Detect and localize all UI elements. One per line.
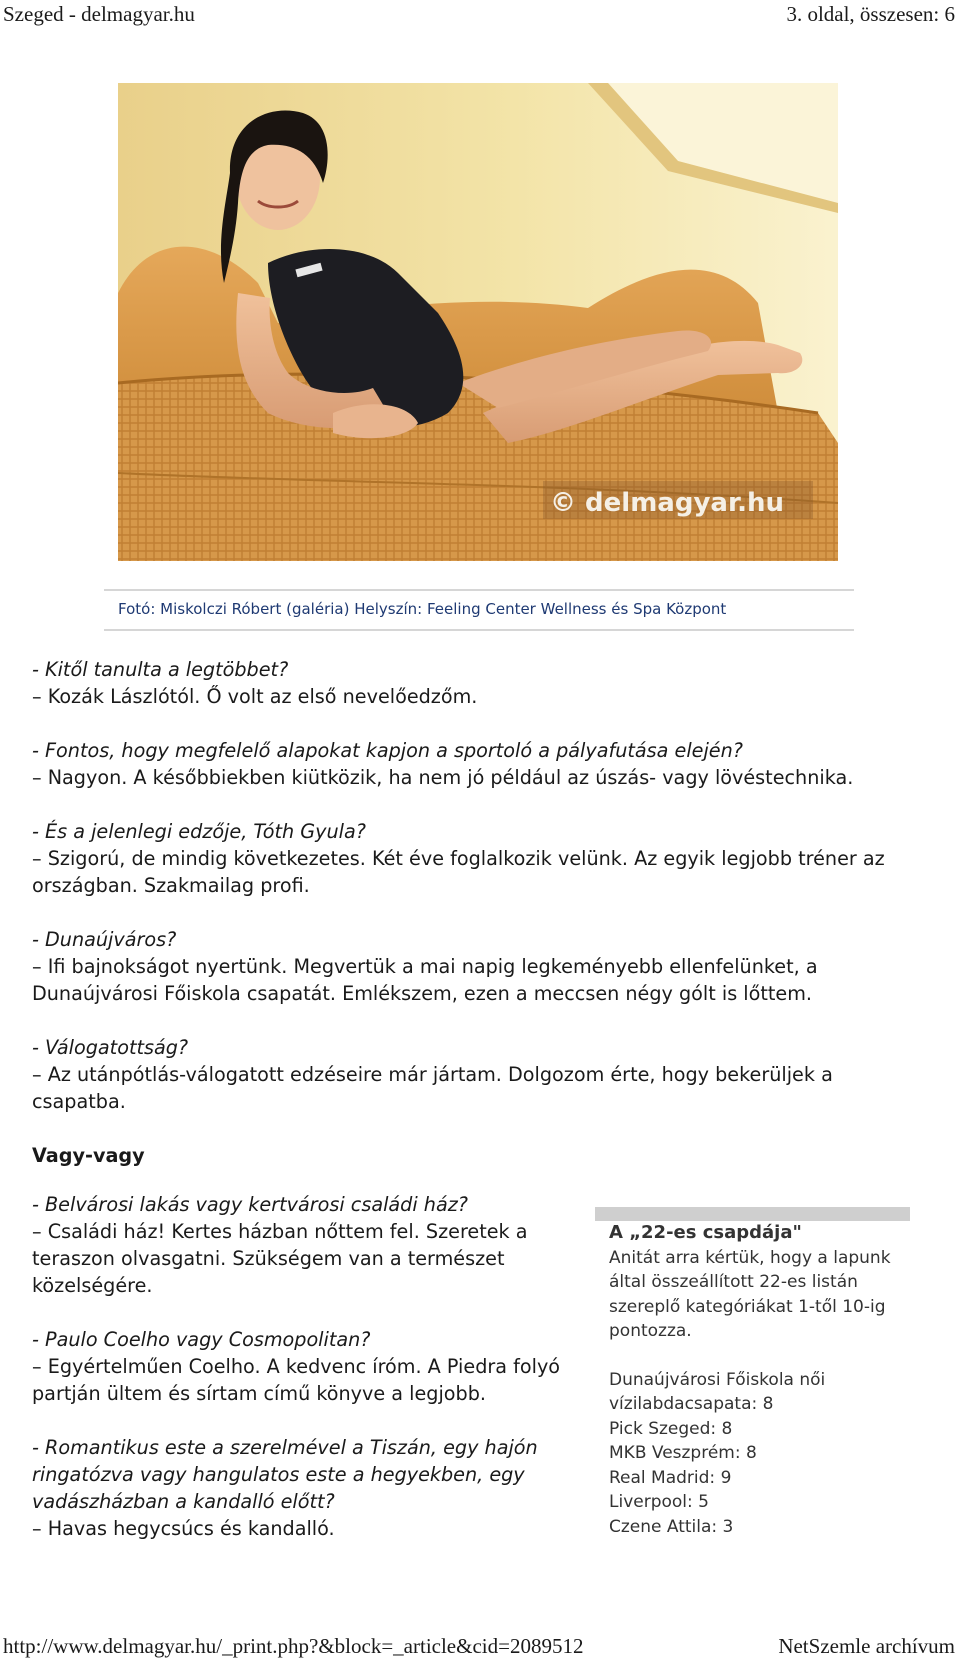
question: - Romantikus este a szerelmével a Tiszán, egy hajón ringatózva vagy hangulatos este a hegyekben, egy vadászházban a kandalló előtt?: [32, 1436, 538, 1513]
sidebar-top-bar: [595, 1207, 910, 1221]
page-counter: 3. oldal, összesen: 6: [786, 2, 955, 26]
qa-item: [32, 1326, 582, 1407]
question: - Belvárosi lakás vagy kertvárosi családi ház?: [32, 1193, 468, 1216]
answer: – Havas hegycsúcs és kandalló.: [32, 1517, 335, 1540]
question: - Válogatottság?: [32, 1036, 189, 1059]
photo-illustration: [118, 83, 838, 561]
rating-item: Pick Szeged: 8: [609, 1418, 733, 1439]
qa-item: [32, 818, 932, 899]
qa-item: [32, 656, 932, 710]
answer: – Az utánpótlás-válogatott edzéseire már jártam. Dolgozom érte, hogy bekerüljek a csapatba.: [32, 1063, 833, 1113]
answer: – Kozák Lászlótól. Ő volt az első nevelőedzőm.: [32, 685, 478, 708]
rating-item: Liverpool: 5: [609, 1492, 709, 1512]
qa-item: [32, 737, 932, 791]
section-subheading: Vagy-vagy: [32, 1144, 145, 1167]
rating-item: Czene Attila: 3: [609, 1516, 734, 1537]
sidebar-title: A „22-es csapdája": [609, 1222, 802, 1243]
answer: – Egyértelműen Coelho. A kedvenc íróm. A Piedra folyó partján ültem és sírtam című könyve a legjobb.: [32, 1355, 561, 1405]
document-title: Szeged - delmagyar.hu: [3, 2, 195, 26]
article-photo: [118, 83, 838, 561]
qa-item: [32, 1034, 932, 1115]
photo-caption: Fotó: Miskolczi Róbert (galéria) Helyszín: Feeling Center Wellness és Spa Központ: [118, 600, 727, 618]
source-url: http://www.delmagyar.hu/_print.php?&block=_article&cid=2089512: [3, 1634, 584, 1658]
either-or-section: [32, 1191, 582, 1569]
question: - Kitől tanulta a legtöbbet?: [32, 658, 289, 681]
page-footer: [0, 1630, 960, 1665]
question: - Fontos, hogy megfelelő alapokat kapjon a sportoló a pályafutása elején?: [32, 739, 743, 762]
rating-item: MKB Veszprém: 8: [609, 1443, 757, 1463]
question: - Paulo Coelho vagy Cosmopolitan?: [32, 1328, 371, 1351]
qa-item: [32, 1434, 582, 1542]
sidebar-box: [595, 1207, 910, 1539]
photo-watermark: © delmagyar.hu: [550, 488, 784, 518]
rating-item: Dunaújvárosi Főiskola női vízilabdacsapata: 8: [609, 1369, 826, 1414]
question: - Dunaújváros?: [32, 928, 177, 951]
answer: – Ifi bajnokságot nyertünk. Megvertük a mai napig legkeményebb ellenfelünket, a Dunaújvárosi Főiskola csapatát. Emlékszem, ezen a meccsen négy gólt is lőttem.: [32, 955, 818, 1005]
question: - És a jelenlegi edzője, Tóth Gyula?: [32, 820, 366, 843]
sidebar-intro: Anitát arra kértük, hogy a lapunk által összeállított 22-es listán szereplő kategóriákat 1-től 10-ig pontozza.: [609, 1247, 891, 1341]
answer: – Családi ház! Kertes házban nőttem fel. Szeretek a teraszon olvasgatni. Szükségem van a természet közelségére.: [32, 1220, 528, 1297]
rating-item: Real Madrid: 9: [609, 1467, 732, 1488]
photo-caption-box: [104, 589, 854, 631]
qa-item: [32, 926, 932, 1007]
qa-item: [32, 1191, 582, 1299]
archive-label: NetSzemle archívum: [778, 1634, 955, 1658]
answer: – Nagyon. A későbbiekben kiütközik, ha nem jó például az úszás- vagy lövéstechnika.: [32, 766, 854, 789]
page-header: [0, 0, 960, 30]
interview-section: [32, 656, 932, 1169]
answer: – Szigorú, de mindig következetes. Két éve foglalkozik velünk. Az egyik legjobb tréner az országban. Szakmailag profi.: [32, 847, 885, 897]
